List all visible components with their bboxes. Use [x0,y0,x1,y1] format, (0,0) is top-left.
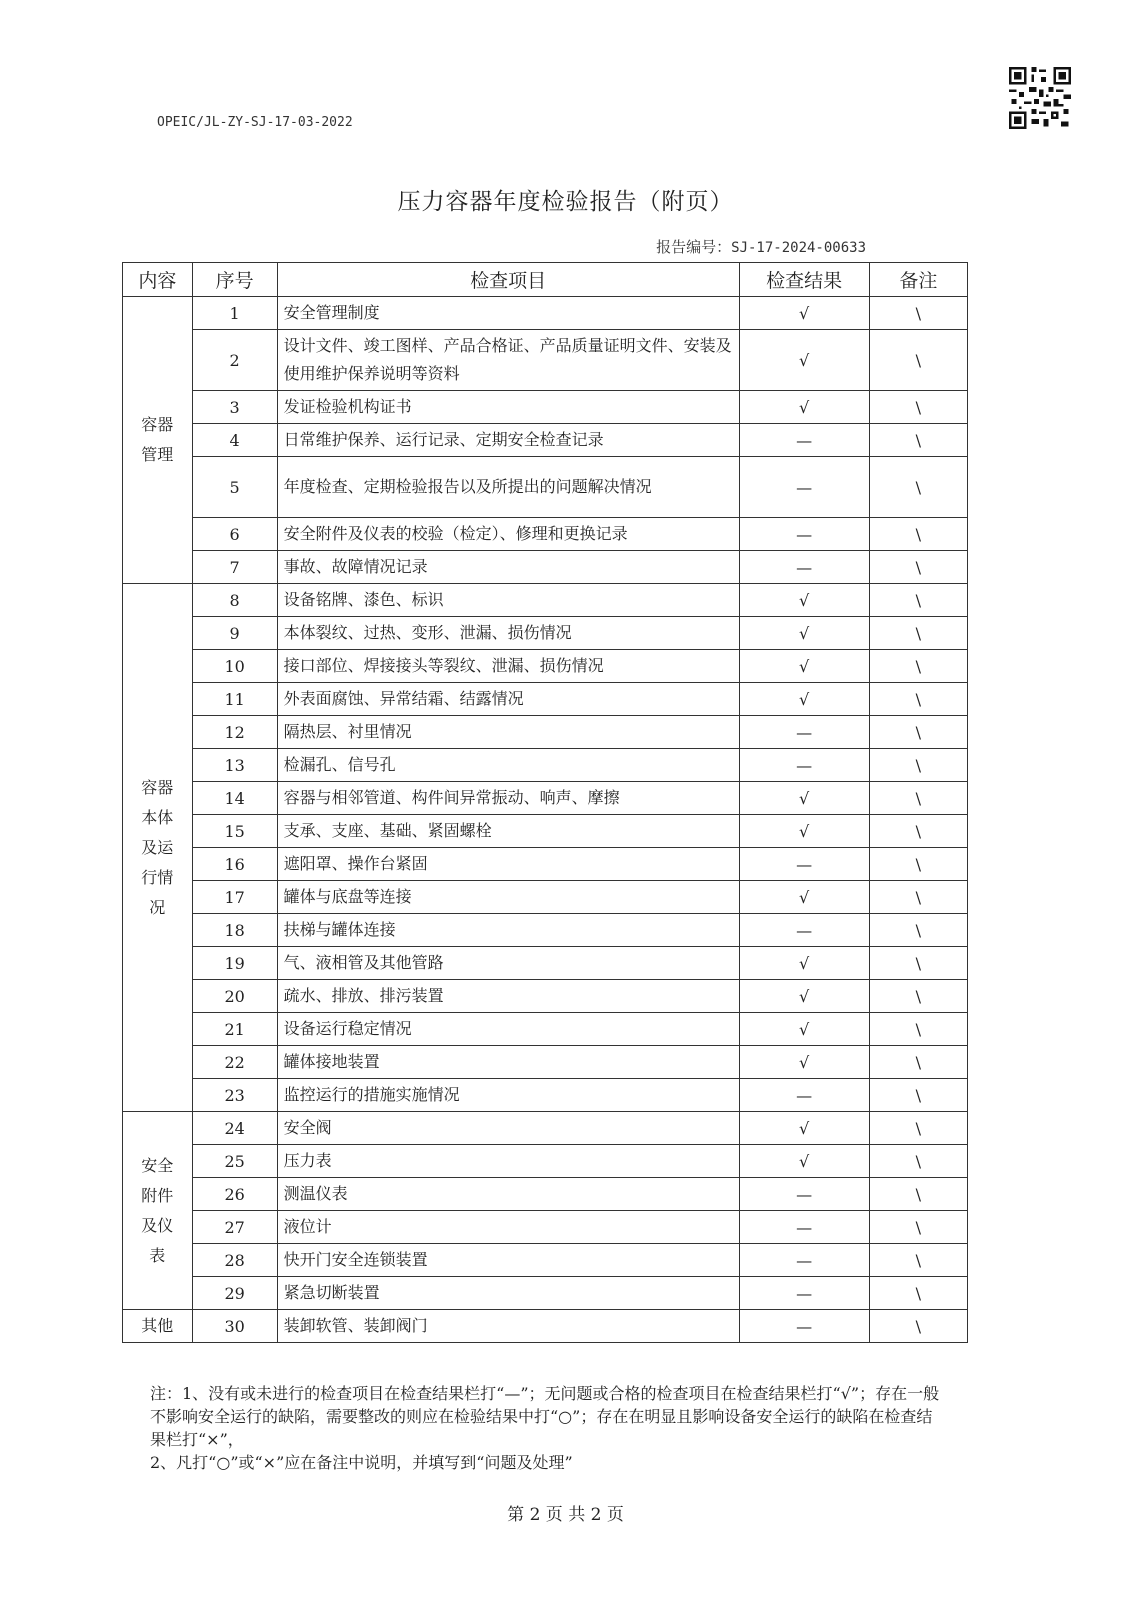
result-cell: — [739,749,869,782]
table-row [123,1145,968,1178]
table-row [123,815,968,848]
note-cell: \ [869,457,967,518]
header-result: 检查结果 [739,263,869,297]
note-cell: \ [869,1178,967,1211]
note-cell: \ [869,683,967,716]
report-number-value: SJ-17-2024-00633 [731,240,866,256]
seq-cell: 13 [192,749,277,782]
table-row [123,848,968,881]
item-cell: 罐体与底盘等连接 [277,881,739,914]
result-cell: — [739,716,869,749]
item-cell: 扶梯与罐体连接 [277,914,739,947]
item-cell: 设备铭牌、漆色、标识 [277,584,739,617]
result-cell: — [739,457,869,518]
report-number [656,236,866,257]
seq-cell: 4 [192,424,277,457]
item-cell: 罐体接地装置 [277,1046,739,1079]
note-cell: \ [869,584,967,617]
category-label: 容器本体及运行情况 [141,777,174,917]
note-cell: \ [869,1046,967,1079]
report-number-label: 报告编号： [656,238,732,256]
table-row [123,330,968,391]
category-label: 容器管理 [141,415,174,464]
table-row [123,914,968,947]
result-cell: — [739,1310,869,1343]
seq-cell: 9 [192,617,277,650]
seq-cell: 26 [192,1178,277,1211]
seq-cell: 14 [192,782,277,815]
result-cell: — [739,551,869,584]
note-cell: \ [869,424,967,457]
table-row [123,683,968,716]
table-row [123,1112,968,1145]
note-cell: \ [869,551,967,584]
table-row [123,1178,968,1211]
category-label: 其他 [141,1316,174,1335]
document-code: OPEIC/JL-ZY-SJ-17-03-2022 [157,115,353,130]
seq-cell: 8 [192,584,277,617]
result-cell: — [739,1277,869,1310]
table-row [123,457,968,518]
table-row [123,650,968,683]
table-row [123,947,968,980]
table-row [123,980,968,1013]
item-cell: 外表面腐蚀、异常结霜、结露情况 [277,683,739,716]
seq-cell: 19 [192,947,277,980]
item-cell: 发证检验机构证书 [277,391,739,424]
seq-cell: 15 [192,815,277,848]
table-row [123,716,968,749]
seq-cell: 17 [192,881,277,914]
item-cell: 测温仪表 [277,1178,739,1211]
item-cell: 设备运行稳定情况 [277,1013,739,1046]
notes-section [150,1382,940,1474]
note-cell: \ [869,1277,967,1310]
result-cell: — [739,914,869,947]
result-cell: √ [739,1046,869,1079]
header-seq: 序号 [192,263,277,297]
result-cell: √ [739,391,869,424]
table-row [123,424,968,457]
note-line-1: 注：1、没有或未进行的检查项目在检查结果栏打“—”；无问题或合格的检查项目在检查结果栏打“√”；存在一般不影响安全运行的缺陷，需要整改的则应在检验结果中打“○”；存在在明显且影响设备安全运行的缺陷在检查结果栏打“×”， [150,1384,940,1449]
seq-cell: 1 [192,297,277,330]
table-row [123,1244,968,1277]
table-row [123,782,968,815]
seq-cell: 3 [192,391,277,424]
item-cell: 接口部位、焊接接头等裂纹、泄漏、损伤情况 [277,650,739,683]
result-cell: — [739,848,869,881]
note-cell: \ [869,650,967,683]
seq-cell: 11 [192,683,277,716]
item-cell: 紧急切断装置 [277,1277,739,1310]
result-cell: — [739,424,869,457]
seq-cell: 5 [192,457,277,518]
result-cell: √ [739,683,869,716]
result-cell: √ [739,650,869,683]
seq-cell: 30 [192,1310,277,1343]
note-cell: \ [869,914,967,947]
seq-cell: 12 [192,716,277,749]
table-row [123,617,968,650]
note-cell: \ [869,518,967,551]
table-body [123,297,968,1343]
table-row [123,391,968,424]
item-cell: 安全阀 [277,1112,739,1145]
seq-cell: 6 [192,518,277,551]
seq-cell: 24 [192,1112,277,1145]
result-cell: √ [739,330,869,391]
header-content: 内容 [123,263,193,297]
result-cell: √ [739,947,869,980]
seq-cell: 18 [192,914,277,947]
result-cell: √ [739,297,869,330]
seq-cell: 25 [192,1145,277,1178]
seq-cell: 2 [192,330,277,391]
category-label: 安全附件及仪表 [141,1155,174,1265]
qr-code-icon [1009,67,1071,129]
category-cell [123,584,193,1112]
note-cell: \ [869,1310,967,1343]
category-cell [123,1310,193,1343]
item-cell: 液位计 [277,1211,739,1244]
item-cell: 安全附件及仪表的校验（检定）、修理和更换记录 [277,518,739,551]
category-cell [123,1112,193,1310]
note-cell: \ [869,716,967,749]
note-cell: \ [869,980,967,1013]
result-cell: √ [739,1112,869,1145]
seq-cell: 29 [192,1277,277,1310]
note-line-2: 2、凡打“○”或“×”应在备注中说明，并填写到“问题及处理” [150,1453,573,1472]
table-row [123,749,968,782]
seq-cell: 7 [192,551,277,584]
result-cell: — [739,518,869,551]
item-cell: 装卸软管、装卸阀门 [277,1310,739,1343]
note-cell: \ [869,1211,967,1244]
item-cell: 设计文件、竣工图样、产品合格证、产品质量证明文件、安装及使用维护保养说明等资料 [277,330,739,391]
seq-cell: 23 [192,1079,277,1112]
note-cell: \ [869,1244,967,1277]
seq-cell: 16 [192,848,277,881]
table-row [123,1277,968,1310]
note-cell: \ [869,815,967,848]
note-cell: \ [869,617,967,650]
item-cell: 快开门安全连锁装置 [277,1244,739,1277]
item-cell: 容器与相邻管道、构件间异常振动、响声、摩擦 [277,782,739,815]
item-cell: 年度检查、定期检验报告以及所提出的问题解决情况 [277,457,739,518]
result-cell: √ [739,584,869,617]
seq-cell: 21 [192,1013,277,1046]
inspection-table [122,262,968,1343]
table-row [123,881,968,914]
table-header-row [123,263,968,297]
note-cell: \ [869,1112,967,1145]
seq-cell: 10 [192,650,277,683]
seq-cell: 28 [192,1244,277,1277]
note-cell: \ [869,782,967,815]
table-row [123,1046,968,1079]
page-title: 压力容器年度检验报告（附页） [397,189,734,215]
item-cell: 隔热层、衬里情况 [277,716,739,749]
result-cell: √ [739,815,869,848]
item-cell: 遮阳罩、操作台紧固 [277,848,739,881]
table-row [123,584,968,617]
table-row [123,1310,968,1343]
item-cell: 压力表 [277,1145,739,1178]
item-cell: 本体裂纹、过热、变形、泄漏、损伤情况 [277,617,739,650]
result-cell: √ [739,1145,869,1178]
result-cell: — [739,1178,869,1211]
note-cell: \ [869,1079,967,1112]
header-item: 检查项目 [277,263,739,297]
result-cell: — [739,1211,869,1244]
result-cell: √ [739,881,869,914]
seq-cell: 20 [192,980,277,1013]
table-row [123,518,968,551]
note-cell: \ [869,1145,967,1178]
note-cell: \ [869,947,967,980]
table-row [123,1079,968,1112]
result-cell: — [739,1244,869,1277]
item-cell: 检漏孔、信号孔 [277,749,739,782]
table-row [123,551,968,584]
table-row [123,297,968,330]
result-cell: — [739,1079,869,1112]
item-cell: 日常维护保养、运行记录、定期安全检查记录 [277,424,739,457]
note-cell: \ [869,330,967,391]
note-cell: \ [869,391,967,424]
seq-cell: 22 [192,1046,277,1079]
item-cell: 疏水、排放、排污装置 [277,980,739,1013]
result-cell: √ [739,980,869,1013]
header-note: 备注 [869,263,967,297]
note-cell: \ [869,1013,967,1046]
item-cell: 气、液相管及其他管路 [277,947,739,980]
result-cell: √ [739,617,869,650]
note-cell: \ [869,749,967,782]
item-cell: 事故、故障情况记录 [277,551,739,584]
note-cell: \ [869,881,967,914]
item-cell: 监控运行的措施实施情况 [277,1079,739,1112]
seq-cell: 27 [192,1211,277,1244]
note-cell: \ [869,848,967,881]
item-cell: 安全管理制度 [277,297,739,330]
table-row [123,1013,968,1046]
page-footer: 第 2 页 共 2 页 [507,1505,624,1525]
result-cell: √ [739,1013,869,1046]
note-cell: \ [869,297,967,330]
item-cell: 支承、支座、基础、紧固螺栓 [277,815,739,848]
category-cell [123,297,193,584]
table-row [123,1211,968,1244]
result-cell: √ [739,782,869,815]
